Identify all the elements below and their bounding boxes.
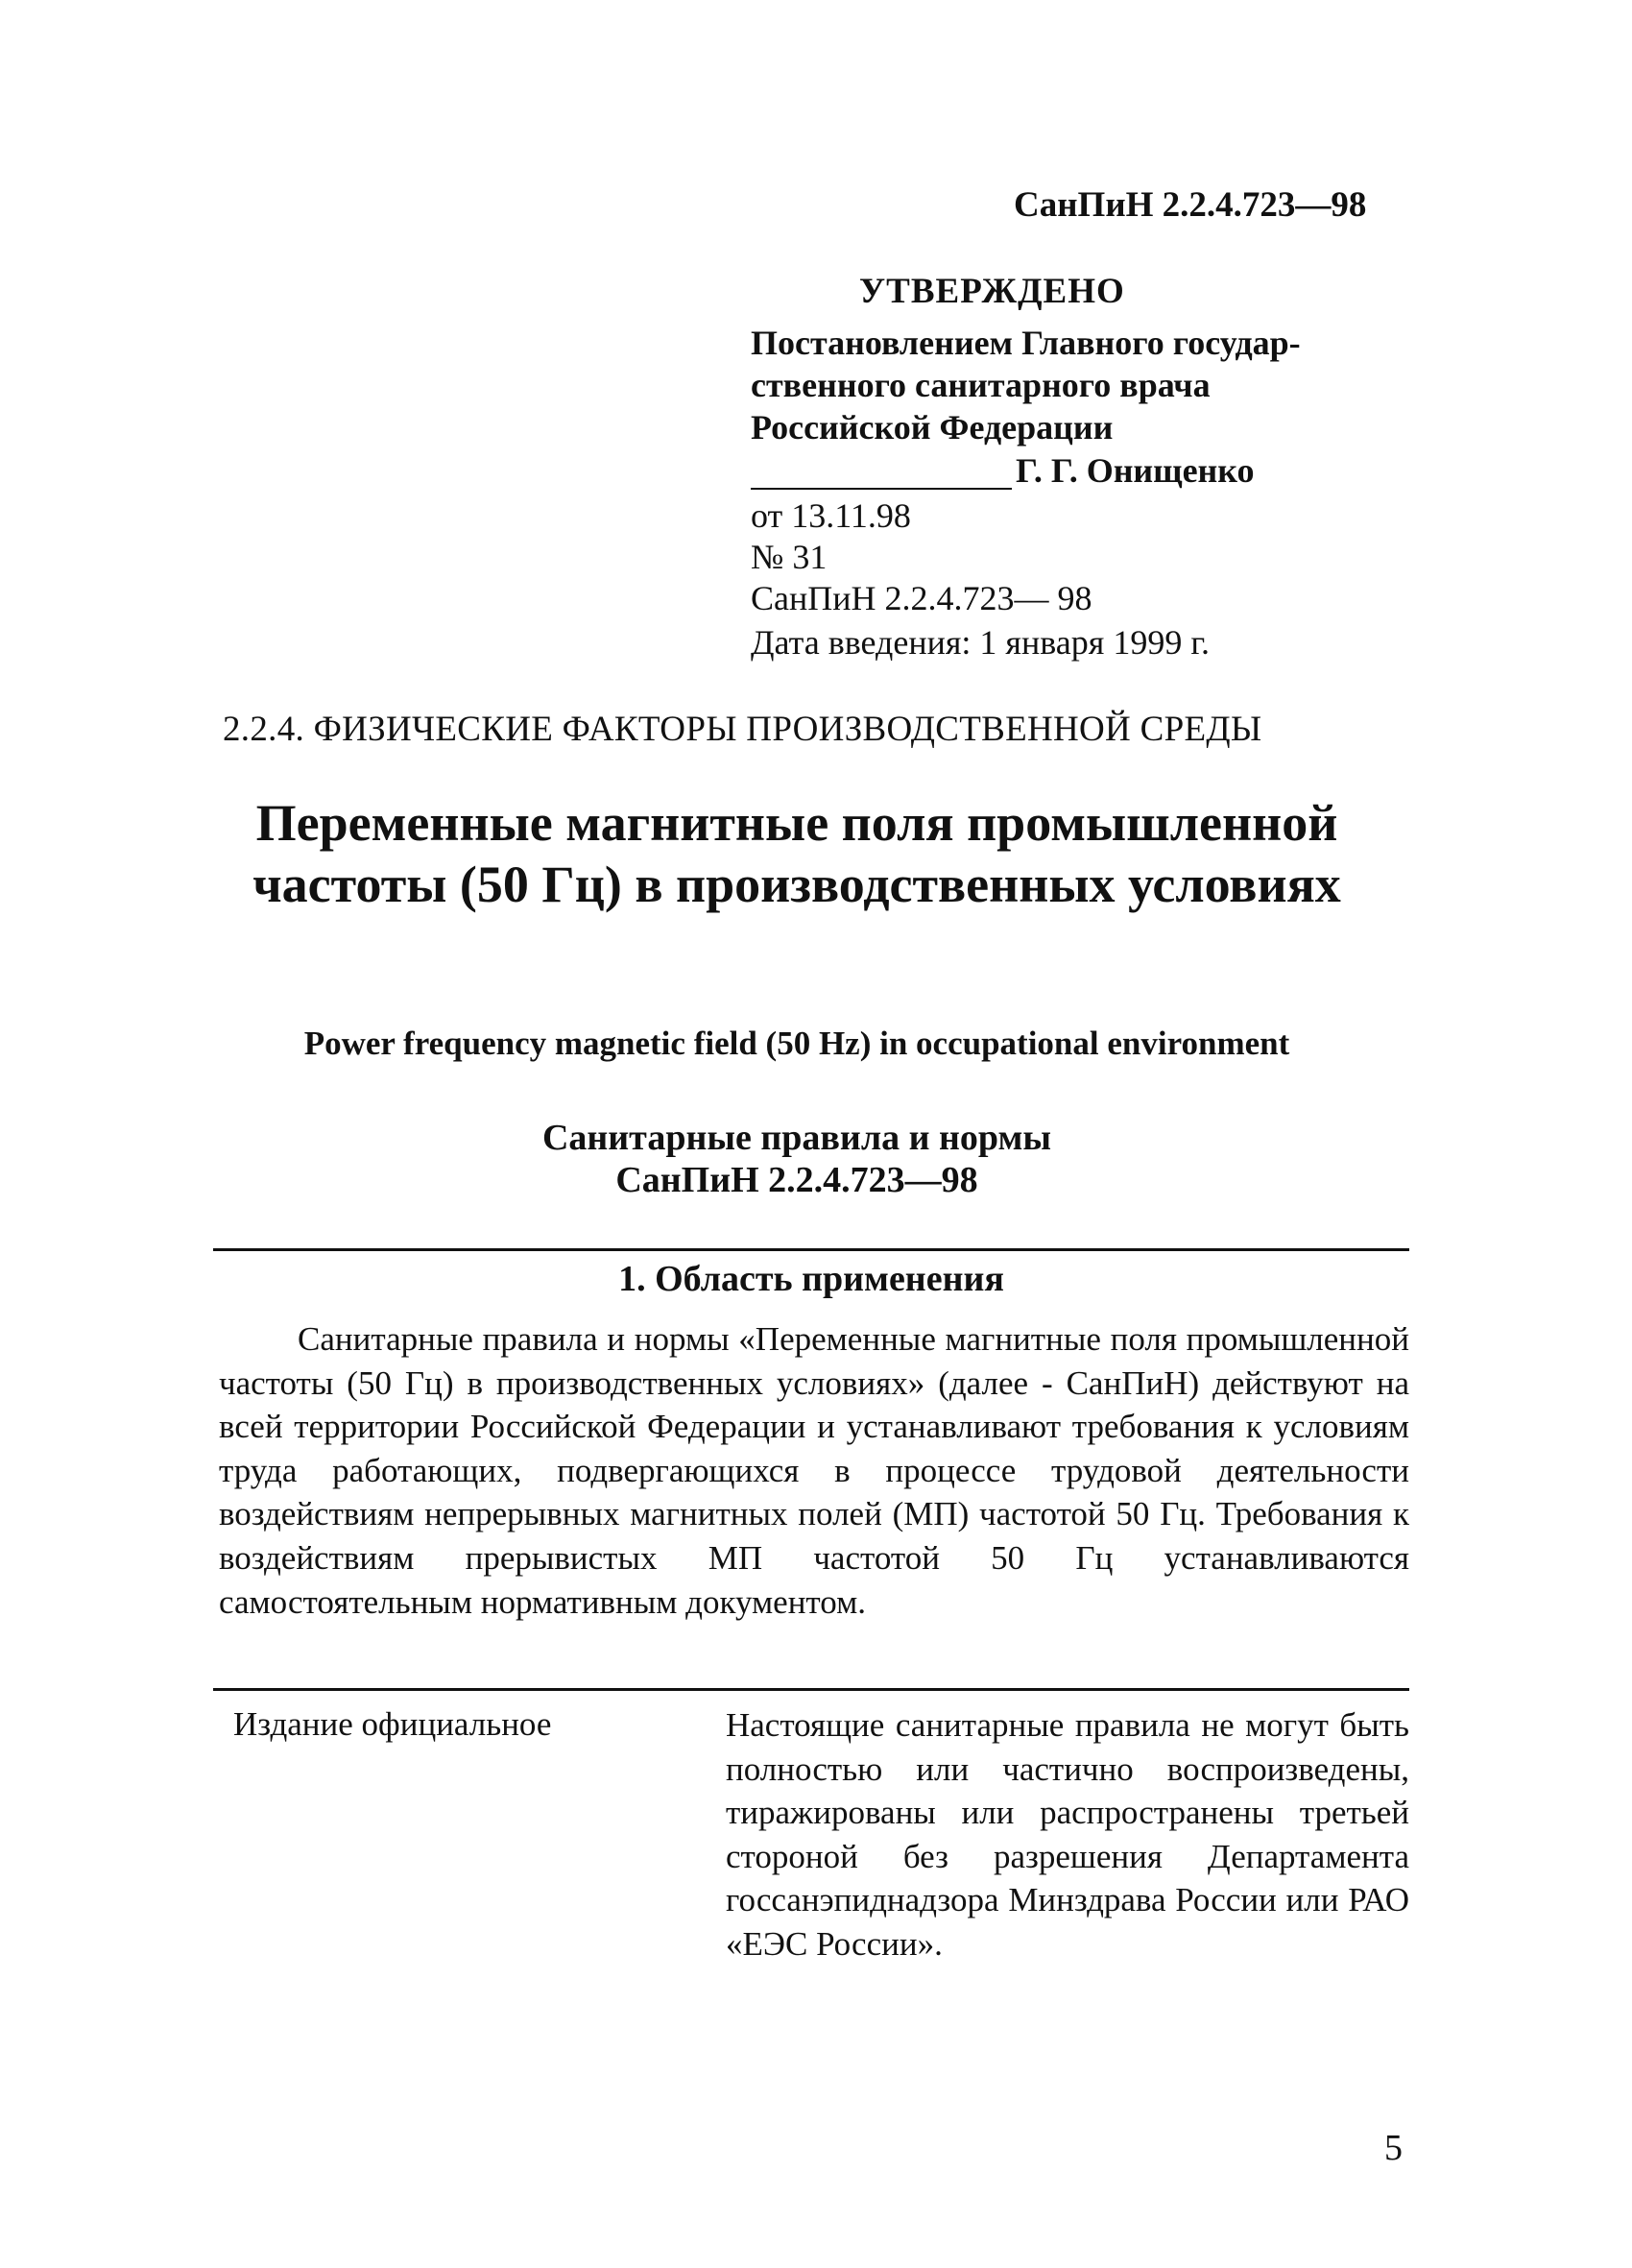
divider-bottom xyxy=(213,1688,1409,1691)
approval-code: СанПиН 2.2.4.723— 98 xyxy=(751,579,1092,617)
document-code: СанПиН 2.2.4.723—98 xyxy=(1014,185,1367,225)
divider-top xyxy=(213,1248,1409,1251)
subtitle-line-1: Санитарные правила и нормы xyxy=(541,1118,1052,1158)
signature-line xyxy=(751,451,1255,490)
copyright-notice: Настоящие санитарные правила не могут быть полностью или частично воспроизведены, тиражированы или распространены третьей стороной без разрешения Департамента госсанэпиднадзора Минздрава России или РАО «ЕЭС России». xyxy=(726,1706,1409,1963)
signature-blank xyxy=(751,455,1012,490)
approval-title: УТВЕРЖДЕНО xyxy=(859,272,1125,311)
title-line-2: частоты (50 Гц) в производственных условиях xyxy=(252,856,1341,913)
approval-number: № 31 xyxy=(751,538,828,576)
title-line-1: Переменные магнитные поля промышленной xyxy=(255,794,1338,852)
scope-paragraph: Санитарные правила и нормы «Переменные магнитные поля промышленной частоты (50 Гц) в производственных условиях» (далее - СанПиН) действуют на всей территории Российской Федерации и устанавливают требования к условиям труда работающих, подвергающихся в процессе трудовой деятельности воздействиям непрерывных магнитных полей (МП) частотой 50 Гц. Требования к воздействиям прерывистых МП частотой 50 Гц устанавливаются самостоятельным нормативным документом. xyxy=(219,1320,1409,1621)
section-heading: 2.2.4. ФИЗИЧЕСКИЕ ФАКТОРЫ ПРОИЗВОДСТВЕННОЙ СРЕДЫ xyxy=(223,710,1262,749)
approval-line-1: Постановлением Главного государ- xyxy=(751,324,1301,362)
signatory-name: Г. Г. Онищенко xyxy=(1016,451,1255,490)
edition-label: Издание официальное xyxy=(233,1705,552,1743)
section-title: 1. Область применения xyxy=(618,1259,1004,1299)
approval-date: от 13.11.98 xyxy=(751,496,911,535)
subtitle-line-2: СанПиН 2.2.4.723—98 xyxy=(615,1160,978,1200)
introduction-date: Дата введения: 1 января 1999 г. xyxy=(751,623,1211,662)
english-title: Power frequency magnetic field (50 Hz) in occupational environment xyxy=(303,1025,1290,1062)
document-title xyxy=(173,792,1421,915)
approval-line-2: ственного санитарного врача xyxy=(751,366,1211,404)
page-number: 5 xyxy=(1384,2128,1403,2168)
subtitle xyxy=(173,1117,1421,1201)
approval-line-3: Российской Федерации xyxy=(751,408,1114,446)
